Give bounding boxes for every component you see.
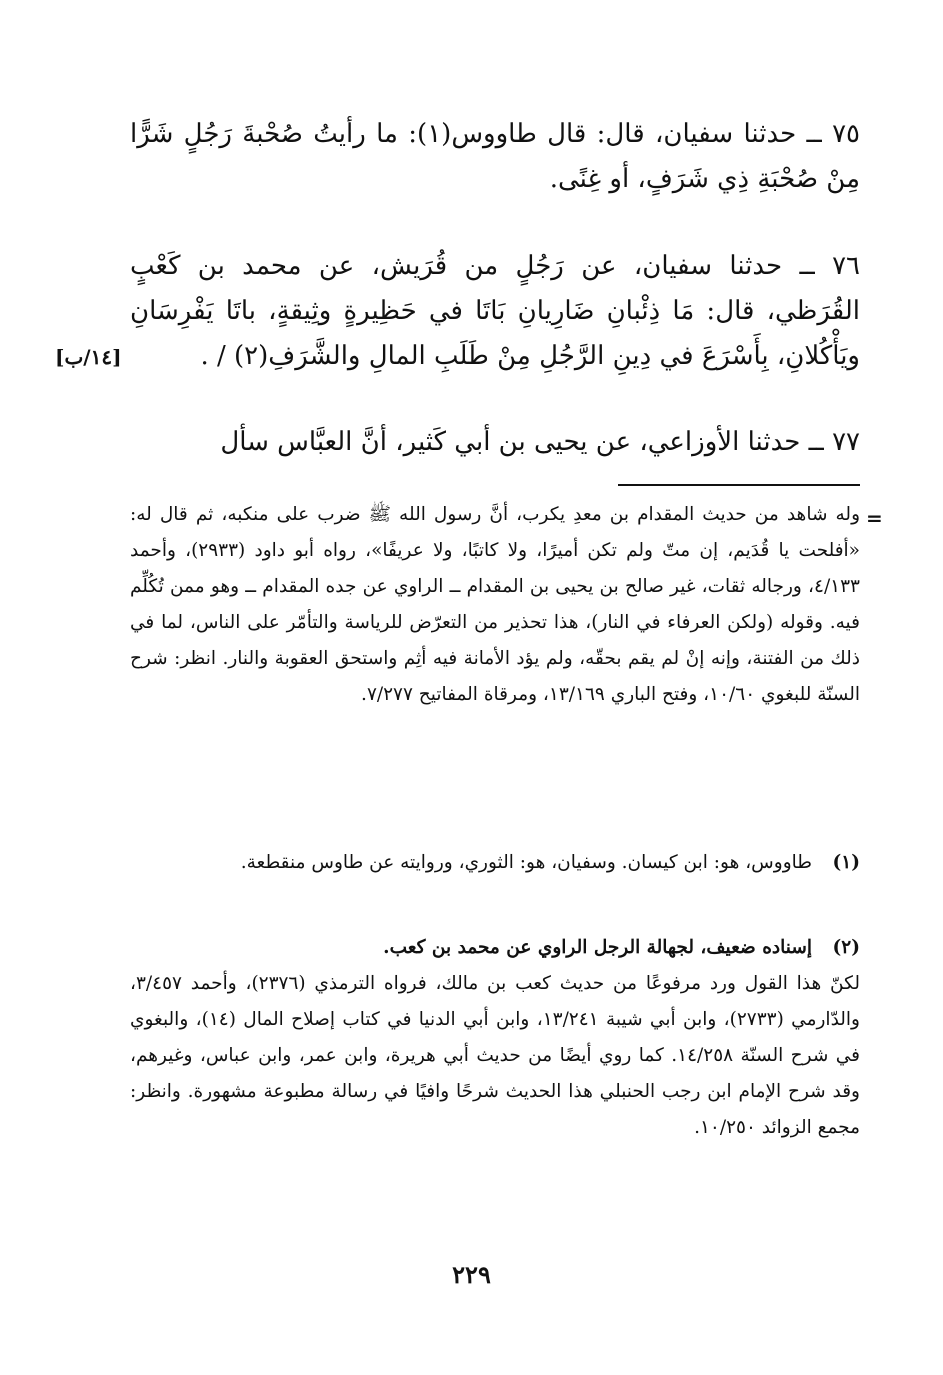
footnote-1-number: (١) xyxy=(832,852,860,873)
paragraph-77: ٧٧ ــ حدثنا الأوزاعي، عن يحيى بن أبي كَثير، أنَّ العبَّاس سأل xyxy=(220,427,860,457)
footnote-divider xyxy=(618,484,860,486)
footnote-2-number: (٢) xyxy=(832,937,860,958)
footnote-continuation-text: وله شاهد من حديث المقدام بن معدِ يكرب، أنَّ رسول الله ﷺ ضرب على منكبه، ثم قال له: «أفلحت يا قُدَيم، إن متّ ولم تكن أميرًا، ولا كاتبًا، ولا عريفًا»، رواه أبو داود (٢٩٣٣)، وأحمد ٤/١٣٣، ورجاله ثقات، غير صالح بن يحيى بن المقدام ــ الراوي عن جده المقدام ــ وهو ممن تُكُلِّم فيه. وقوله (ولكن العرفاء في النار)، هذا تحذير من التعرّض للرياسة والتأمّر على الناس، لما في ذلك من الفتنة، وإنه إنْ لم يقم بحقّه، ولم يؤد الأمانة فيه أثِم واستحق العقوبة والنار. انظر: شرح السنّة للبغوي ١٠/٦٠، وفتح الباري ١٣/١٦٩، ومرقاة المفاتيح ٧/٢٧٧. xyxy=(130,504,860,705)
page-number: ٢٢٩ xyxy=(452,1260,491,1289)
paragraph-75: ٧٥ ــ حدثنا سفيان، قال: قال طاووس(١): ما رأيتُ صُحْبةَ رَجُلٍ شَرًّا مِنْ صُحْبَةِ ذِي شَرَفٍ، أو غِنًى. xyxy=(130,119,860,194)
footnote-continuation-mark: = xyxy=(866,506,883,530)
footnote-2-heading: إسناده ضعيف، لجهالة الرجل الراوي عن محمد بن كعب. xyxy=(383,937,812,958)
manuscript-folio-marker: [١٤/ب] xyxy=(55,345,122,369)
footnote-1 xyxy=(130,845,860,881)
paragraph-76: ٧٦ ــ حدثنا سفيان، عن رَجُلٍ من قُرَيش، عن محمد بن كَعْبٍ القُرَظي، قال: مَا ذِئْبانِ ضَارِيانِ بَاتَا في حَظِيرةٍ وثِيقةٍ، باتَا يَفْرِسَانِ ويَأْكُلانِ، بِأَسْرَعَ في دِينِ الرَّجُلِ مِنْ طَلَبِ المالِ والشَّرَفِ(٢) / . xyxy=(130,251,860,371)
footnote-1-text: طاووس، هو: ابن كيسان. وسفيان، هو: الثوري، وروايته عن طاوس منقطعة. xyxy=(240,852,812,873)
footnote-2-text: لكنّ هذا القول ورد مرفوعًا من حديث كعب بن مالك، فرواه الترمذي (٢٣٧٦)، وأحمد ٣/٤٥٧، والدّارمي (٢٧٣٣)، وابن أبي شيبة ١٣/٢٤١، وابن أبي الدنيا في كتاب إصلاح المال (١٤)، والبغوي في شرح السنّة ١٤/٢٥٨. كما روي أيضًا من حديث أبي هريرة، وابن عمر، وابن عباس، وغيرهم، وقد شرح الإمام ابن رجب الحنبلي هذا الحديث شرحًا وافيًا في رسالة مطبوعة مشهورة. وانظر: مجمع الزوائد ١٠/٢٥٠. xyxy=(130,973,860,1138)
footnote-continuation xyxy=(130,497,860,713)
footnote-2 xyxy=(130,930,860,1146)
